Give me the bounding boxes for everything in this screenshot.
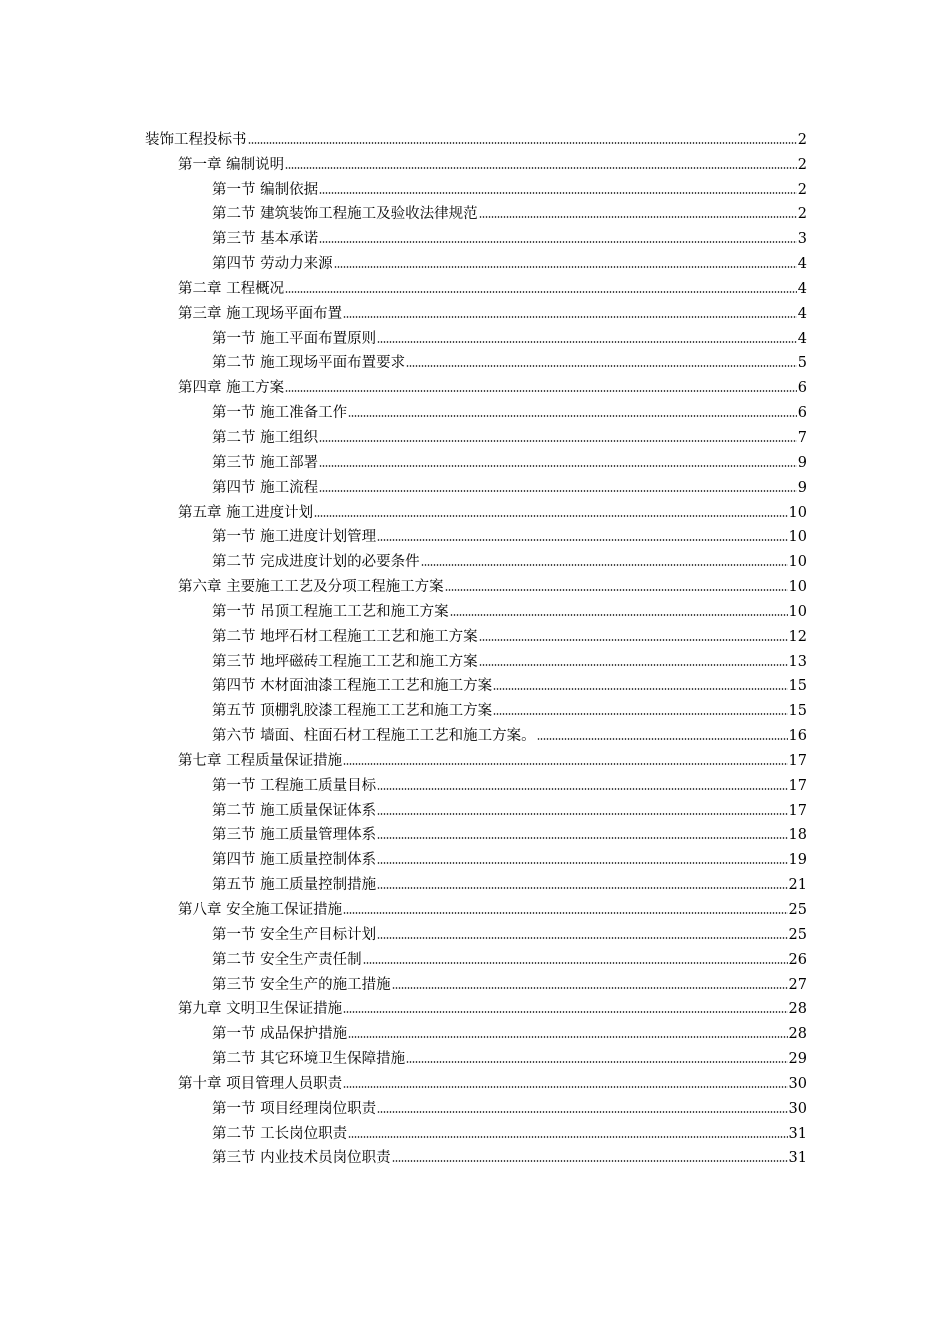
toc-entry[interactable] <box>0 397 950 422</box>
toc-entry-title: 第二节 其它环境卫生保障措施 <box>212 1051 406 1068</box>
toc-entry-title: 装饰工程投标书 <box>145 131 247 148</box>
toc-entry-page-number: 6 <box>797 405 807 422</box>
toc-entry-title: 第三节 施工质量管理体系 <box>212 827 377 844</box>
toc-entry-title: 第四节 施工质量控制体系 <box>212 852 377 869</box>
toc-entry-page-number: 17 <box>788 802 807 819</box>
toc-entry[interactable] <box>0 745 950 770</box>
toc-entry[interactable] <box>0 1093 950 1118</box>
toc-entry-title: 第四节 劳动力来源 <box>212 256 333 273</box>
toc-entry[interactable] <box>0 372 950 397</box>
dot-leader <box>493 712 787 716</box>
toc-entry[interactable] <box>0 844 950 869</box>
toc-entry[interactable] <box>0 919 950 944</box>
dot-leader <box>377 340 797 344</box>
toc-entry-page-number: 13 <box>788 653 807 670</box>
dot-leader <box>450 613 788 617</box>
toc-entry-line <box>212 628 950 646</box>
dot-leader <box>343 315 797 319</box>
dot-leader <box>348 414 797 418</box>
toc-entry-page-number: 28 <box>788 1026 807 1043</box>
dot-leader <box>248 141 797 145</box>
toc-entry-title: 第二节 施工现场平面布置要求 <box>212 355 406 372</box>
toc-entry[interactable] <box>0 447 950 472</box>
toc-entry-page-number: 18 <box>788 827 807 844</box>
toc-entry-line <box>178 305 950 323</box>
toc-entry-line <box>212 479 950 497</box>
toc-entry[interactable] <box>0 497 950 522</box>
toc-entry-title: 第七章 工程质量保证措施 <box>178 752 343 769</box>
toc-entry-page-number: 2 <box>797 131 807 148</box>
toc-entry-page-number: 25 <box>788 926 807 943</box>
toc-entry-page-number: 17 <box>788 752 807 769</box>
dot-leader <box>493 687 787 691</box>
toc-entry-line <box>212 429 950 447</box>
dot-leader <box>363 961 788 965</box>
toc-entry-page-number: 21 <box>788 877 807 894</box>
toc-entry-page-number: 19 <box>788 852 807 869</box>
toc-entry-line <box>212 603 950 621</box>
toc-entry-title: 第三节 内业技术员岗位职责 <box>212 1150 391 1167</box>
toc-entry-line <box>212 205 950 223</box>
toc-entry-title: 第二节 地坪石材工程施工工艺和施工方案 <box>212 628 478 645</box>
toc-entry-line <box>212 653 950 671</box>
toc-entry-title: 第八章 安全施工保证措施 <box>178 902 343 918</box>
toc-entry[interactable] <box>0 969 950 994</box>
toc-entry-line <box>178 280 950 298</box>
toc-entry-line <box>212 976 950 994</box>
dot-leader <box>319 439 797 443</box>
dot-leader <box>377 936 787 940</box>
toc-entry-line <box>212 255 950 273</box>
toc-entry-line <box>212 851 950 869</box>
toc-entry-title: 第二节 施工组织 <box>212 429 319 446</box>
dot-leader <box>479 663 788 667</box>
dot-leader <box>445 588 788 592</box>
toc-entry-page-number: 27 <box>788 976 807 993</box>
toc-entry-title: 第四节 木材面油漆工程施工工艺和施工方案 <box>212 678 493 695</box>
toc-entry-page-number: 9 <box>797 479 807 496</box>
toc-entry-page-number: 26 <box>788 951 807 968</box>
toc-entry-page-number: 4 <box>797 256 807 273</box>
dot-leader <box>406 1060 787 1064</box>
toc-entry[interactable] <box>0 348 950 373</box>
toc-entry-title: 第一节 施工准备工作 <box>212 405 348 422</box>
dot-leader <box>334 265 797 269</box>
toc-entry-line <box>212 454 950 472</box>
toc-entry-title: 第五章 施工进度计划 <box>178 504 314 521</box>
toc-entry-title: 第一节 项目经理岗位职责 <box>212 1100 377 1117</box>
toc-entry[interactable] <box>0 720 950 745</box>
toc-entry-title: 第二节 工长岗位职责 <box>212 1125 348 1142</box>
toc-entry-line <box>212 951 950 969</box>
toc-entry[interactable] <box>0 248 950 273</box>
toc-entry-line <box>212 1149 950 1167</box>
toc-entry-title: 第四节 施工流程 <box>212 479 319 496</box>
toc-entry-page-number: 10 <box>788 579 807 596</box>
toc-entry[interactable] <box>0 770 950 795</box>
toc-entry-page-number: 2 <box>797 181 807 198</box>
dot-leader <box>479 215 797 219</box>
toc-entry-line <box>212 876 950 894</box>
toc-entry-page-number: 6 <box>797 380 807 397</box>
toc-entry-page-number: 2 <box>797 206 807 223</box>
toc-entry-page-number: 4 <box>797 330 807 347</box>
toc-entry[interactable] <box>0 571 950 596</box>
toc-entry-title: 第六章 主要施工工艺及分项工程施工方案 <box>178 579 444 596</box>
toc-entry-page-number: 30 <box>788 1100 807 1117</box>
toc-entry-title: 第一节 吊顶工程施工工艺和施工方案 <box>212 603 449 620</box>
toc-entry-page-number: 3 <box>797 231 807 248</box>
toc-entry-line <box>178 379 950 397</box>
toc-entry[interactable] <box>0 1143 950 1168</box>
toc-entry[interactable] <box>0 199 950 224</box>
toc-entry-line <box>212 677 950 695</box>
toc-entry-page-number: 2 <box>797 156 807 173</box>
toc-entry-line <box>212 404 950 422</box>
dot-leader <box>406 364 797 368</box>
toc-entry-line <box>178 1075 950 1093</box>
dot-leader <box>319 489 797 493</box>
toc-entry-page-number: 28 <box>788 1001 807 1018</box>
toc-entry-page-number: 31 <box>788 1125 807 1142</box>
toc-entry-line <box>178 901 950 919</box>
toc-entry-page-number: 12 <box>788 628 807 645</box>
toc-entry-line <box>212 1025 950 1043</box>
toc-entry[interactable] <box>0 546 950 571</box>
toc-entry-line <box>212 727 950 745</box>
toc-entry[interactable] <box>0 820 950 845</box>
toc-entry-title: 第五节 施工质量控制措施 <box>212 877 377 894</box>
toc-entry-title: 第三节 基本承诺 <box>212 231 319 248</box>
dot-leader <box>285 166 797 170</box>
toc-entry-page-number: 15 <box>788 703 807 720</box>
dot-leader <box>285 290 797 294</box>
dot-leader <box>392 986 788 990</box>
toc-entry-line <box>212 1125 950 1143</box>
dot-leader <box>319 240 797 244</box>
toc-entry-title: 第一节 施工进度计划管理 <box>212 529 377 546</box>
toc-entry[interactable] <box>0 621 950 646</box>
toc-entry[interactable] <box>0 1068 950 1093</box>
dot-leader <box>285 389 797 393</box>
toc-entry-title: 第九章 文明卫生保证措施 <box>178 1001 343 1018</box>
toc-entry-line <box>212 330 950 348</box>
toc-entry[interactable] <box>0 869 950 894</box>
toc-entry-title: 第三节 地坪磁砖工程施工工艺和施工方案 <box>212 653 478 670</box>
toc-entry-line <box>212 802 950 820</box>
toc-entry-line <box>212 181 950 199</box>
toc-entry-page-number: 10 <box>788 603 807 620</box>
toc-entry-title: 第二节 完成进度计划的必要条件 <box>212 554 420 571</box>
toc-entry-line <box>212 230 950 248</box>
toc-entry-page-number: 5 <box>797 355 807 372</box>
toc-entry-title: 第三节 安全生产的施工措施 <box>212 976 391 993</box>
toc-entry-line <box>212 1100 950 1118</box>
toc-entry-page-number: 9 <box>797 454 807 471</box>
toc-entry-line <box>178 578 950 596</box>
toc-entry-page-number: 17 <box>788 777 807 794</box>
toc-entry-title: 第十章 项目管理人员职责 <box>178 1075 343 1092</box>
toc-entry[interactable] <box>0 273 950 298</box>
dot-leader <box>377 886 787 890</box>
toc-entry[interactable] <box>0 422 950 447</box>
toc-entry-page-number: 15 <box>788 678 807 695</box>
toc-entry-title: 第一节 成品保护措施 <box>212 1026 348 1043</box>
toc-entry[interactable] <box>0 944 950 969</box>
toc-entry[interactable] <box>0 298 950 323</box>
toc-entry-title: 第一节 编制依据 <box>212 181 319 198</box>
dot-leader <box>421 563 788 567</box>
toc-entry[interactable] <box>0 1043 950 1068</box>
toc-entry-page-number: 10 <box>788 504 807 521</box>
toc-entry-title: 第六节 墙面、柱面石材工程施工工艺和施工方案。 <box>212 728 536 745</box>
toc-entry[interactable] <box>0 1118 950 1143</box>
toc-entry-line <box>212 1050 950 1068</box>
toc-entry-line <box>178 156 950 174</box>
toc-entry-page-number: 4 <box>797 305 807 322</box>
toc-entry-line <box>212 777 950 795</box>
toc-entry[interactable] <box>0 596 950 621</box>
toc-entry[interactable] <box>0 124 950 149</box>
toc-entry-title: 第一节 施工平面布置原则 <box>212 330 377 347</box>
toc-entry-title: 第三章 施工现场平面布置 <box>178 305 343 322</box>
dot-leader <box>377 538 787 542</box>
dot-leader <box>343 762 787 766</box>
toc-entry[interactable] <box>0 174 950 199</box>
dot-leader <box>479 638 788 642</box>
dot-leader <box>392 1159 788 1163</box>
table-of-contents <box>0 124 950 1167</box>
dot-leader <box>377 836 787 840</box>
toc-entry[interactable] <box>0 149 950 174</box>
dot-leader <box>537 737 788 741</box>
dot-leader <box>343 911 787 915</box>
toc-entry[interactable] <box>0 695 950 720</box>
dot-leader <box>348 1135 787 1139</box>
toc-entry[interactable] <box>0 894 950 919</box>
dot-leader <box>319 464 797 468</box>
toc-entry[interactable] <box>0 994 950 1019</box>
toc-entry-page-number: 7 <box>797 429 807 446</box>
toc-entry-line <box>212 702 950 720</box>
toc-entry-page-number: 30 <box>788 1075 807 1092</box>
toc-entry[interactable] <box>0 1018 950 1043</box>
toc-entry-line <box>145 131 950 149</box>
dot-leader <box>377 787 787 791</box>
toc-entry[interactable] <box>0 223 950 248</box>
dot-leader <box>314 514 787 518</box>
toc-entry-line <box>212 826 950 844</box>
toc-entry-title: 第一章 编制说明 <box>178 156 285 173</box>
toc-entry-page-number: 25 <box>788 902 807 918</box>
toc-entry[interactable] <box>0 671 950 696</box>
toc-entry-page-number: 16 <box>788 728 807 745</box>
toc-entry-page-number: 29 <box>788 1051 807 1068</box>
toc-entry-line <box>212 354 950 372</box>
dot-leader <box>319 191 797 195</box>
toc-entry-line <box>178 1000 950 1018</box>
toc-entry-title: 第一节 安全生产目标计划 <box>212 926 377 943</box>
dot-leader <box>343 1010 787 1014</box>
toc-entry-title: 第二节 施工质量保证体系 <box>212 802 377 819</box>
toc-entry[interactable] <box>0 646 950 671</box>
toc-entry-line <box>212 926 950 944</box>
toc-entry[interactable] <box>0 323 950 348</box>
toc-entry-title: 第四章 施工方案 <box>178 380 285 397</box>
toc-entry[interactable] <box>0 795 950 820</box>
toc-entry-line <box>178 752 950 770</box>
toc-entry-line <box>178 504 950 522</box>
dot-leader <box>377 812 787 816</box>
toc-entry-page-number: 10 <box>788 529 807 546</box>
toc-entry-title: 第二节 建筑装饰工程施工及验收法律规范 <box>212 206 478 223</box>
dot-leader <box>377 1110 787 1114</box>
toc-entry-title: 第二节 安全生产责任制 <box>212 951 362 968</box>
toc-entry-page-number: 4 <box>797 280 807 297</box>
toc-entry-page-number: 31 <box>788 1150 807 1167</box>
toc-entry-page-number: 10 <box>788 554 807 571</box>
toc-entry-line <box>212 528 950 546</box>
toc-entry-line <box>212 553 950 571</box>
toc-entry-title: 第五节 顶棚乳胶漆工程施工工艺和施工方案 <box>212 703 493 720</box>
dot-leader <box>348 1035 787 1039</box>
toc-entry-title: 第三节 施工部署 <box>212 454 319 471</box>
toc-entry-title: 第二章 工程概况 <box>178 280 285 297</box>
toc-entry[interactable] <box>0 522 950 547</box>
toc-entry[interactable] <box>0 472 950 497</box>
dot-leader <box>343 1085 787 1089</box>
toc-entry-title: 第一节 工程施工质量目标 <box>212 777 377 794</box>
dot-leader <box>377 861 787 865</box>
